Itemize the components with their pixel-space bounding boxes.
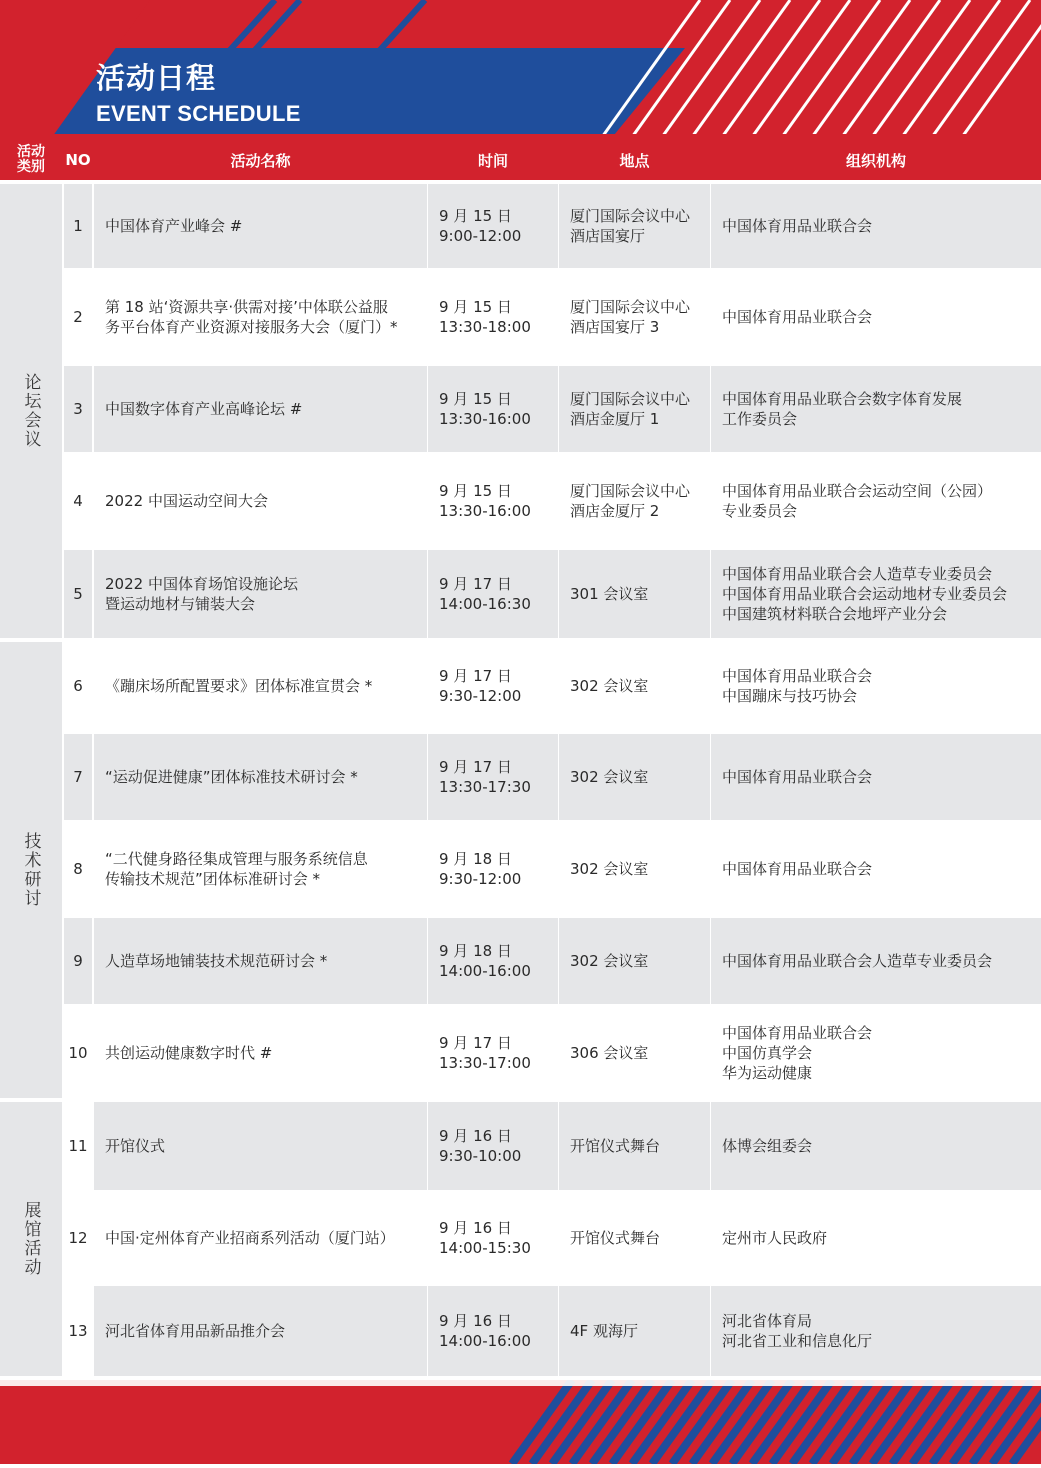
row-name: 中国体育产业峰会 # xyxy=(94,184,427,268)
row-time: 9 月 15 日 13:30-16:00 xyxy=(428,366,558,452)
row-time: 9 月 17 日 13:30-17:30 xyxy=(428,734,558,820)
row-no: 2 xyxy=(73,308,83,326)
row-no: 5 xyxy=(64,550,92,638)
row-venue: 302 会议室 xyxy=(559,918,710,1004)
column-header-venue: 地点 xyxy=(619,151,650,170)
category-cell-forum xyxy=(0,184,62,638)
row-name: 共创运动健康数字时代 # xyxy=(105,1044,273,1062)
category-cell-technical xyxy=(0,642,62,1098)
row-organizer: 中国体育用品业联合会 xyxy=(711,184,1041,268)
row-venue: 厦门国际会议中心 酒店金厦厅 1 xyxy=(559,366,710,452)
row-venue: 302 会议室 xyxy=(559,734,710,820)
column-header-name: 活动名称 xyxy=(230,151,291,170)
table-row xyxy=(62,824,1041,914)
row-venue: 301 会议室 xyxy=(559,550,710,638)
row-no: 4 xyxy=(73,492,83,510)
row-organizer: 中国体育用品业联合会人造草专业委员会 xyxy=(711,918,1041,1004)
row-organizer: 中国体育用品业联合会 xyxy=(722,308,873,326)
column-header-no: NO xyxy=(65,151,91,169)
row-time: 9 月 16 日 9:30-10:00 xyxy=(428,1102,558,1190)
row-no: 11 xyxy=(64,1102,92,1190)
row-name: 2022 中国运动空间大会 xyxy=(105,492,268,510)
table-row xyxy=(62,1102,1041,1190)
row-time: 9 月 18 日 9:30-12:00 xyxy=(439,850,522,888)
column-header-organizer: 组织机构 xyxy=(845,151,906,170)
category-cell-exhibition xyxy=(0,1102,62,1376)
row-name: 2022 中国体育场馆设施论坛 暨运动地材与铺装大会 xyxy=(94,550,427,638)
row-name: 中国数字体育产业高峰论坛 # xyxy=(94,366,427,452)
row-organizer: 中国体育用品业联合会 xyxy=(711,734,1041,820)
row-venue: 302 会议室 xyxy=(570,860,649,878)
row-time: 9 月 16 日 14:00-15:30 xyxy=(439,1219,531,1257)
row-organizer: 中国体育用品业联合会 中国蹦床与技巧协会 xyxy=(722,667,873,705)
table-row xyxy=(62,272,1041,362)
row-organizer: 定州市人民政府 xyxy=(722,1229,828,1247)
row-venue: 4F 观海厅 xyxy=(559,1286,710,1376)
row-no: 1 xyxy=(64,184,92,268)
footer-graphic xyxy=(0,1380,1041,1464)
footer-banner xyxy=(0,1380,1041,1464)
row-venue: 开馆仪式舞台 xyxy=(570,1229,661,1247)
row-organizer: 中国体育用品业联合会运动空间（公园） 专业委员会 xyxy=(722,482,993,520)
table-row xyxy=(62,550,1041,638)
column-header-time: 时间 xyxy=(477,151,508,170)
row-venue: 厦门国际会议中心 酒店金厦厅 2 xyxy=(570,482,691,520)
row-venue: 302 会议室 xyxy=(570,677,649,695)
row-venue: 开馆仪式舞台 xyxy=(559,1102,710,1190)
row-no: 12 xyxy=(68,1229,88,1247)
row-organizer: 中国体育用品业联合会 中国仿真学会 华为运动健康 xyxy=(722,1024,873,1082)
table-row xyxy=(62,642,1041,730)
row-name: 人造草场地铺装技术规范研讨会 * xyxy=(94,918,427,1004)
row-time: 9 月 15 日 9:00-12:00 xyxy=(428,184,558,268)
row-no: 9 xyxy=(64,918,92,1004)
row-no: 3 xyxy=(64,366,92,452)
row-time: 9 月 17 日 13:30-17:00 xyxy=(439,1034,531,1072)
table-row xyxy=(62,918,1041,1004)
row-time: 9 月 15 日 13:30-16:00 xyxy=(439,482,531,520)
table-row xyxy=(62,1286,1041,1376)
row-time: 9 月 16 日 14:00-16:00 xyxy=(428,1286,558,1376)
row-organizer: 河北省体育局 河北省工业和信息化厅 xyxy=(711,1286,1041,1376)
table-row xyxy=(62,734,1041,820)
row-no: 8 xyxy=(73,860,83,878)
row-name: 中国·定州体育产业招商系列活动（厦门站） xyxy=(105,1229,395,1247)
row-no: 7 xyxy=(64,734,92,820)
row-name: “运动促进健康”团体标准技术研讨会 * xyxy=(94,734,427,820)
header-banner xyxy=(0,0,1041,140)
row-time: 9 月 15 日 13:30-18:00 xyxy=(439,298,531,336)
row-venue: 306 会议室 xyxy=(570,1044,649,1062)
category-label: 技术研讨 xyxy=(20,832,41,908)
row-name: 第 18 站‘资源共享·供需对接’中体联公益服 务平台体育产业资源对接服务大会（厦门）* xyxy=(105,298,398,336)
row-time: 9 月 17 日 9:30-12:00 xyxy=(439,667,522,705)
category-label: 论坛会议 xyxy=(20,373,41,449)
row-organizer: 中国体育用品业联合会人造草专业委员会 中国体育用品业联合会运动地材专业委员会 中国建筑材料联合会地坪产业分会 xyxy=(711,550,1041,638)
row-time: 9 月 17 日 14:00-16:30 xyxy=(428,550,558,638)
row-name: 河北省体育用品新品推介会 xyxy=(94,1286,427,1376)
table-row xyxy=(62,1008,1041,1098)
row-name: “二代健身路径集成管理与服务系统信息 传输技术规范”团体标准研讨会 * xyxy=(105,850,368,888)
row-venue: 厦门国际会议中心 酒店国宴厅 xyxy=(559,184,710,268)
row-name: 开馆仪式 xyxy=(94,1102,427,1190)
row-name: 《蹦床场所配置要求》团体标准宣贯会 * xyxy=(105,677,373,695)
row-organizer: 中国体育用品业联合会数字体育发展 工作委员会 xyxy=(711,366,1041,452)
table-header xyxy=(0,140,1041,180)
table-row xyxy=(62,366,1041,452)
row-organizer: 中国体育用品业联合会 xyxy=(722,860,873,878)
row-no: 6 xyxy=(73,677,83,695)
column-header-category: 活动 类别 xyxy=(17,144,45,175)
row-no: 13 xyxy=(64,1286,92,1376)
table-row xyxy=(62,456,1041,546)
table-row xyxy=(62,1194,1041,1282)
row-time: 9 月 18 日 14:00-16:00 xyxy=(428,918,558,1004)
page-title: 活动日程 xyxy=(96,61,217,95)
category-label: 展馆活动 xyxy=(20,1201,41,1277)
row-organizer: 体博会组委会 xyxy=(711,1102,1041,1190)
row-venue: 厦门国际会议中心 酒店国宴厅 3 xyxy=(570,298,691,336)
page-subtitle: EVENT SCHEDULE xyxy=(96,101,301,126)
table-row xyxy=(62,184,1041,268)
row-no: 10 xyxy=(68,1044,88,1062)
